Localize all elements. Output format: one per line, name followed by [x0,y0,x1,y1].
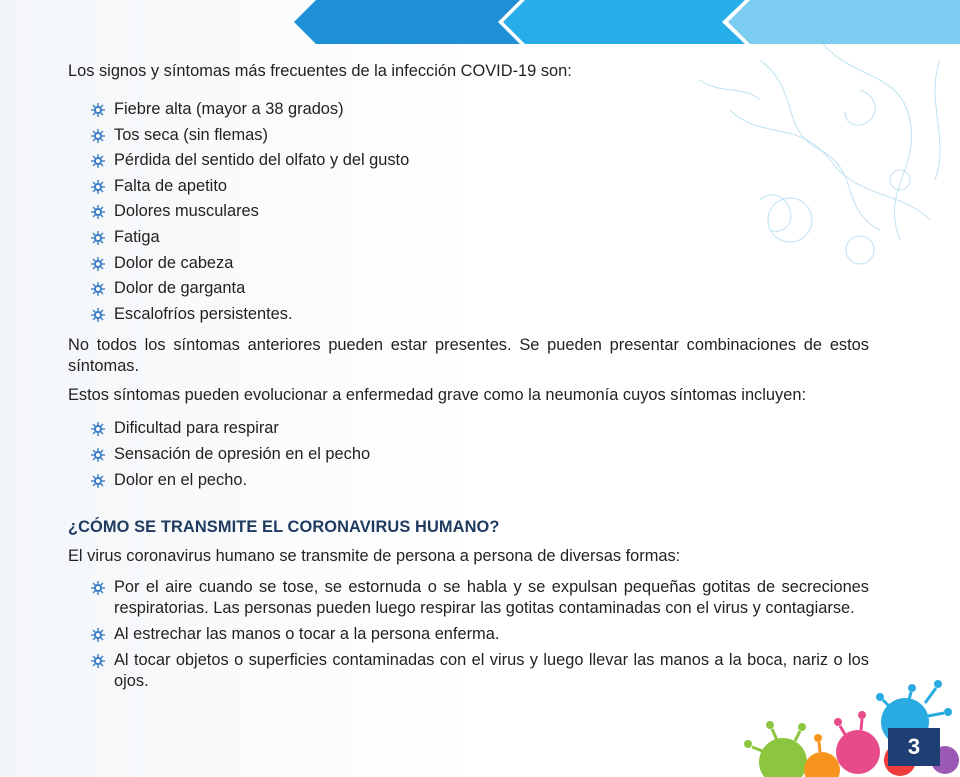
symptom-text: Falta de apetito [114,176,227,195]
virus-bullet-icon [90,102,106,118]
virus-bullet-icon [90,653,106,669]
symptom-text: Dolores musculares [114,202,259,221]
symptom-text: Escalofríos persistentes. [114,304,293,323]
symptom-list [68,97,869,327]
paragraph-transmission: El virus coronavirus humano se transmite de persona a persona de diversas formas: [68,547,681,566]
transmission-text: Al estrechar las manos o tocar a la persona enferma. [114,625,500,644]
list-item [68,624,869,645]
list-item [68,199,869,225]
virus-bullet-icon [90,307,106,323]
virus-bullet-icon [90,230,106,246]
virus-bullet-icon [90,204,106,220]
virus-bullet-icon [90,281,106,297]
list-item [68,276,869,302]
virus-bullet-icon [90,473,106,489]
severe-symptom-text: Dificultad para respirar [114,419,279,438]
section-heading: ¿CÓMO SE TRANSMITE EL CORONAVIRUS HUMANO? [68,518,500,537]
symptom-text: Fiebre alta (mayor a 38 grados) [114,100,344,118]
severe-symptom-text: Dolor en el pecho. [114,470,248,489]
tab-covid19-shape [728,0,960,44]
list-item [68,225,869,251]
list-item [68,251,869,277]
virus-bullet-icon [90,128,106,144]
virus-bullet-icon [90,580,106,596]
paragraph-combinations: No todos los síntomas anteriores pueden estar presentes. Se pueden presentar combinaciones de estos síntomas. [68,336,869,376]
list-item [68,442,869,468]
list-item [68,97,869,123]
main-content [68,58,869,697]
tab-pandemia-shape [294,0,520,44]
severe-symptom-text: Sensación de opresión en el pecho [114,444,371,463]
symptom-text: Dolor de cabeza [114,253,234,272]
virus-bullet-icon [90,179,106,195]
virus-bullet-icon [90,153,106,169]
symptom-text: Fatiga [114,227,160,246]
list-item [68,468,869,494]
virus-bullet-icon [90,627,106,643]
symptom-text: Pérdida del sentido del olfato y del gusto [114,151,410,170]
intro-text: Los signos y síntomas más frecuentes de la infección COVID-19 son: [68,62,572,80]
severe-symptom-list [68,416,869,493]
virus-bullet-icon [90,256,106,272]
symptom-text: Tos seca (sin flemas) [114,125,268,144]
symptom-text: Dolor de garganta [114,279,246,298]
list-item [68,148,869,174]
list-item [68,123,869,149]
list-item [68,416,869,442]
header-tabs [0,0,960,45]
page-number: 3 [907,734,921,759]
paragraph-severe: Estos síntomas pueden evolucionar a enfermedad grave como la neumonía cuyos síntomas incluyen: [68,386,806,405]
virus-bullet-icon [90,447,106,463]
transmission-list [68,577,869,692]
list-item [68,650,869,692]
virus-bullet-icon [90,421,106,437]
transmission-text: Al tocar objetos o superficies contaminadas con el virus y luego llevar las manos a la boca, nariz o los ojos. [114,651,869,691]
list-item [68,302,869,328]
tab-coronavirus-shape [503,0,745,44]
list-item [68,577,869,619]
transmission-text: Por el aire cuando se tose, se estornuda o se habla y se expulsan pequeñas gotitas de secreciones respiratorias. Las personas pueden luego respirar las gotitas contaminadas con el virus y contagiarse. [114,578,869,618]
list-item [68,174,869,200]
